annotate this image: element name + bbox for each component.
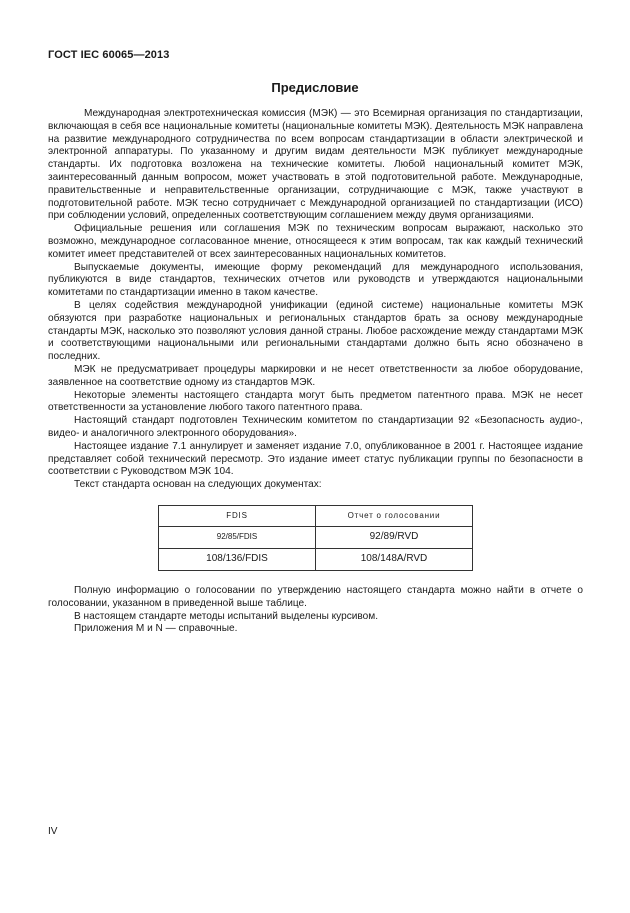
- paragraph: Полную информацию о голосовании по утверждению настоящего стандарта можно найти в отчете о голосовании, указанном в приведенной выше таблице.: [48, 584, 583, 609]
- table-row: [159, 548, 473, 570]
- paragraph: Некоторые элементы настоящего стандарта могут быть предметом патентного права. МЭК не несет ответственности за установление любого такого патентного права.: [48, 389, 583, 414]
- paragraph: Текст стандарта основан на следующих документах:: [74, 479, 322, 491]
- paragraph: Настоящее издание 7.1 аннулирует и заменяет издание 7.0, опубликованное в 2001 г. Настоящее издание представляет собой технический пересмотр. Это издание имеет статус публикации группы по безопасности в соответствии с Руководством МЭК 104.: [48, 440, 583, 478]
- paragraph: Официальные решения или соглашения МЭК по техническим вопросам выражают, насколько это возможно, международное согласованное мнение, относящееся к этим вопросам, так как каждый технический комитет имеет представителей от всех заинтересованных национальных комитетов.: [48, 223, 583, 260]
- paragraph: Настоящий стандарт подготовлен Техническим комитетом по стандартизации 92 «Безопасность аудио-, видео- и аналогичного электронного оборудования».: [48, 415, 583, 439]
- page-number: IV: [48, 826, 58, 837]
- table-cell: 108/148A/RVD: [316, 548, 473, 570]
- documents-table-wrapper: [158, 505, 583, 571]
- table-header-cell: FDIS: [159, 505, 316, 526]
- document-body: [48, 108, 583, 636]
- paragraph: Выпускаемые документы, имеющие форму рекомендаций для международного использования, публикуются в виде стандартов, технических отчетов или руководств и утверждаются национальными комитетами по стандартизации именно в таком качестве.: [48, 261, 583, 299]
- table-row: [159, 526, 473, 548]
- table-header-cell: Отчет о голосовании: [316, 505, 473, 526]
- documents-table: [158, 505, 473, 571]
- paragraph: В настоящем стандарте методы испытаний выделены курсивом.: [74, 610, 379, 622]
- paragraph: В целях содействия международной унификации (единой системе) национальные комитеты МЭК обязуются при разработке национальных и региональных стандартов брать за основу международные стандарты МЭК, насколько это позволяют условия данной страны. Любое расхождение между стандартами МЭК и соответствующими национальными или региональными стандартами должно быть ясно обозначено в последних.: [48, 299, 583, 363]
- paragraph: Международная электротехническая комиссия (МЭК) — это Всемирная организация по стандартизации, включающая в себя все национальные комитеты (национальные комитеты МЭК). Деятельность МЭК направлена на развитие международного сотрудничества по всем вопросам стандартизации в области электрической и электронной аппаратуры. По указанному и другим видам деятельности МЭК публикует международные стандарты. Их подготовка возложена на технические комитеты. Любой национальный комитет МЭК, заинтересованный данным вопросом, может участвовать в этой подготовительной работе. Международные, правительственные и неправительственные организации, сотрудничающие с МЭК, также участвуют в подготовительной работе. МЭК тесно сотрудничает с Международной организацией по стандартизации (ИСО) при соблюдении условий, определенных соответствующим соглашением между двумя организациями.: [48, 108, 583, 222]
- table-header-row: [159, 505, 473, 526]
- table-cell: 92/89/RVD: [316, 526, 473, 548]
- page-title: Предисловие: [271, 80, 359, 95]
- standard-number: ГОСТ IEC 60065—2013: [48, 49, 170, 61]
- paragraph: МЭК не предусматривает процедуры маркировки и не несет ответственности за любое оборудование, заявленное на соответствие одному из стандартов МЭК.: [48, 363, 583, 388]
- paragraph: Приложения M и N — справочные.: [74, 623, 238, 635]
- table-cell: 92/85/FDIS: [159, 526, 316, 548]
- table-cell: 108/136/FDIS: [159, 548, 316, 570]
